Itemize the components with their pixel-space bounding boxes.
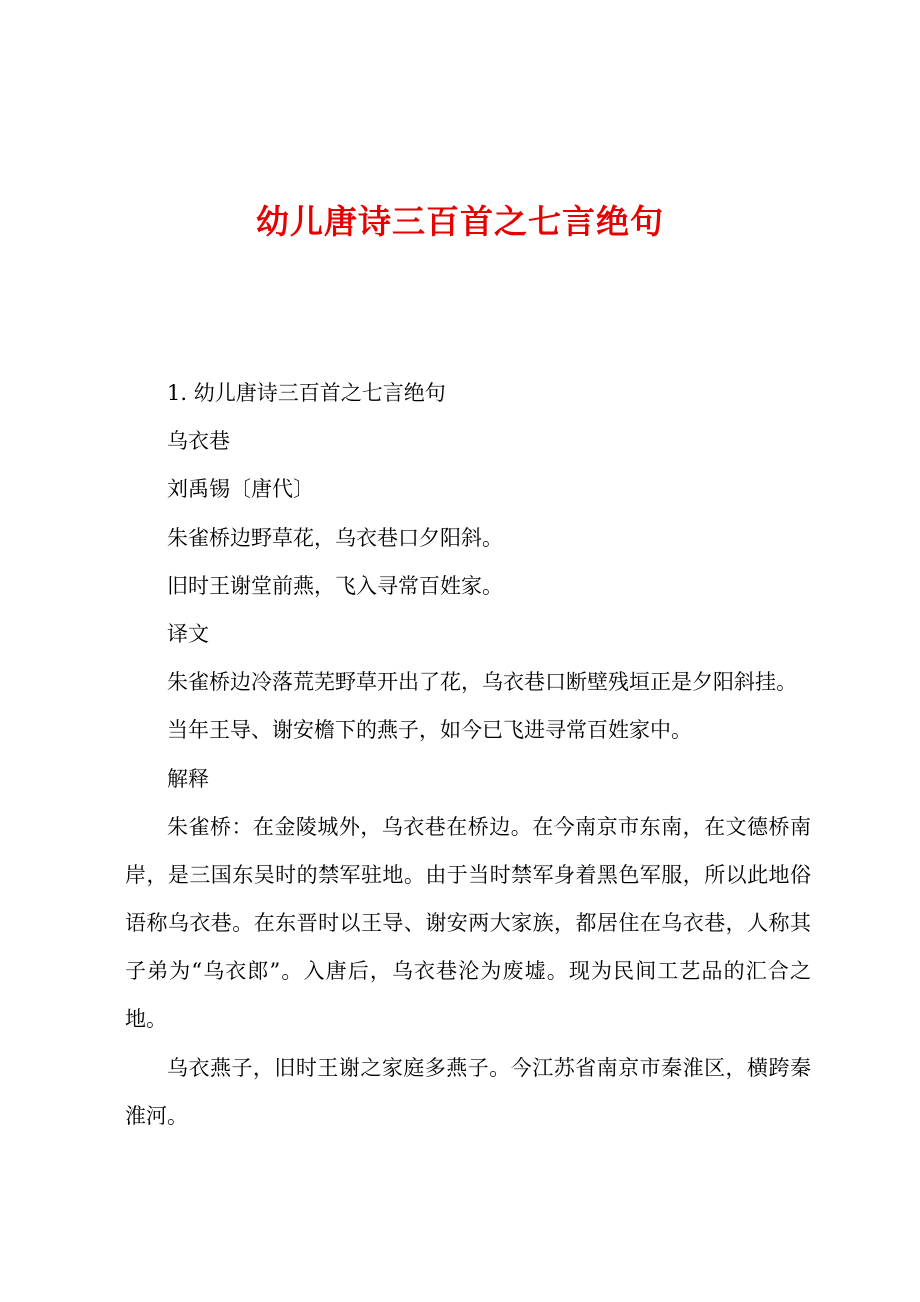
translation-label: 译文 — [167, 621, 209, 646]
note-line: 地。 — [125, 1007, 167, 1032]
poem-title: 乌衣巷 — [167, 429, 230, 454]
translation-text: 当年王导、谢安檐下的燕子，如今已飞进寻常百姓家中。 — [167, 718, 692, 743]
document-title: 幼儿唐诗三百首之七言绝句 — [256, 202, 664, 241]
note-line: 岸，是三国东吴时的禁军驻地。由于当时禁军身着黑色军服，所以此地俗 — [125, 862, 811, 887]
note-line: 朱雀桥：在金陵城外，乌衣巷在桥边。在今南京市东南，在文德桥南 — [167, 814, 811, 839]
document-body — [125, 376, 811, 1147]
note-line: 语称乌衣巷。在东晋时以王导、谢安两大家族，都居住在乌衣巷，人称其 — [125, 911, 811, 936]
translation-text: 朱雀桥边冷落荒芜野草开出了花，乌衣巷口断壁残垣正是夕阳斜挂。 — [167, 670, 797, 695]
note-line: 子弟为“乌衣郎”。入唐后，乌衣巷沦为废墟。现为民间工艺品的汇合之 — [125, 959, 811, 984]
poem-verse: 朱雀桥边野草花，乌衣巷口夕阳斜。 — [167, 525, 503, 550]
poem-verse: 旧时王谢堂前燕，飞入寻常百姓家。 — [167, 573, 503, 598]
poem-author: 刘禹锡〔唐代〕 — [167, 477, 314, 502]
note-line: 淮河。 — [125, 1103, 188, 1128]
section-heading: 1. 幼儿唐诗三百首之七言绝句 — [167, 381, 446, 405]
notes-label: 解释 — [167, 766, 209, 791]
note-line: 乌衣燕子，旧时王谢之家庭多燕子。今江苏省南京市秦淮区，横跨秦 — [167, 1055, 811, 1080]
